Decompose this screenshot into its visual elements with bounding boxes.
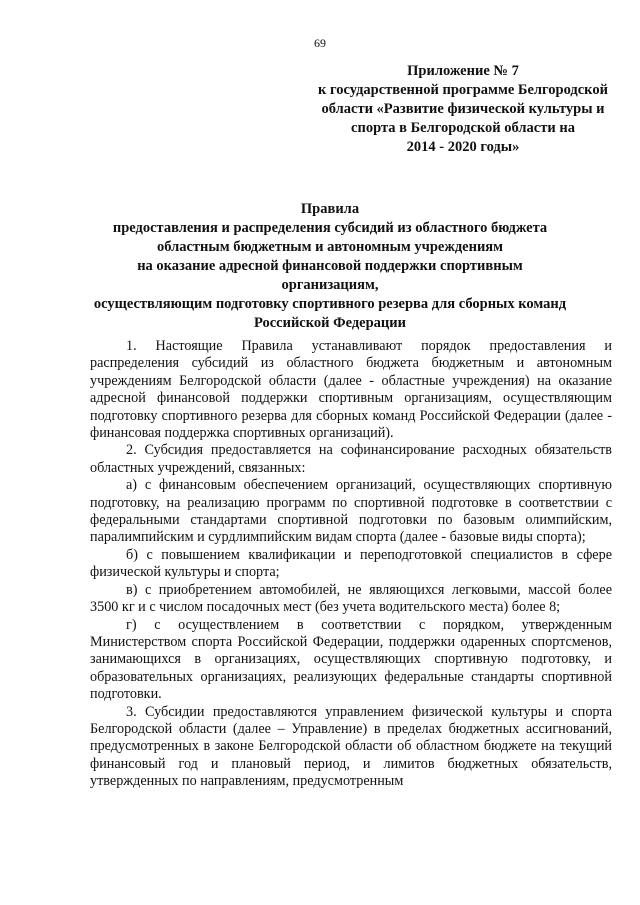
title-line: областным бюджетным и автономным учреждениям: [156, 239, 504, 255]
paragraph-2g: г) с осуществлением в соответствии с порядком, утвержденным Министерством спорта Российской Федерации, поддержки одаренных спортсменов, занимающихся в организациях, осуществляющих спортивную подготовку, и образовательных организациях, реализующих федеральные стандарты спортивной подготовки.: [90, 616, 612, 703]
appendix-header: [313, 62, 613, 157]
paragraph-2: 2. Субсидия предоставляется на софинансирование расходных обязательств областных учреждений, связанных:: [90, 442, 612, 476]
title-line: предоставления и распределения субсидий из областного бюджета: [112, 220, 548, 236]
page-number: 69: [314, 36, 326, 50]
document-body: [90, 338, 612, 791]
title-line: на оказание адресной финансовой поддержки спортивным организациям,: [137, 258, 523, 293]
paragraph-2b: б) с повышением квалификации и переподготовкой специалистов в сфере физической культуры и спорта;: [90, 546, 612, 581]
appendix-line: спорта в Белгородской области на: [351, 120, 575, 136]
paragraph-1: 1. Настоящие Правила устанавливают порядок предоставления и распределения субсидий из областного бюджета бюджетным и автономным учреждениям Белгородской области (далее - областные учреждения) на оказание адресной финансовой поддержки спортивным организациям, осуществляющим подготовку спортивного резерва для сборных команд Российской Федерации (далее - финансовая поддержка спортивных организаций).: [90, 338, 612, 442]
paragraph-3: 3. Субсидии предоставляются управлением физической культуры и спорта Белгородской области (далее – Управление) в пределах бюджетных ассигнований, предусмотренных в законе Белгородской области об областном бюджете на текущий финансовый год и плановый период, и лимитов бюджетных обязательств, утвержденных по направлениям, предусмотренным: [90, 703, 612, 790]
title-line: Российской Федерации: [253, 315, 406, 331]
appendix-line: к государственной программе Белгородской: [318, 82, 608, 98]
paragraph-2v: в) с приобретением автомобилей, не являющихся легковыми, массой более 3500 кг и с числом посадочных мест (без учета водительского места) более 8;: [90, 581, 612, 616]
title-heading: Правила: [300, 201, 360, 217]
document-title: [90, 200, 570, 333]
appendix-title: Приложение № 7: [407, 63, 519, 79]
title-line: осуществляющим подготовку спортивного резерва для сборных команд: [93, 296, 567, 312]
paragraph-2a: а) с финансовым обеспечением организаций, осуществляющих спортивную подготовку, на реализацию программ по спортивной подготовке в соответствии с федеральными стандартами спортивной подготовки по базовым олимпийским, паралимпийским и сурдлимпийским видам спорта (далее - базовые виды спорта);: [90, 477, 612, 546]
appendix-line: области «Развитие физической культуры и: [321, 101, 605, 117]
appendix-line: 2014 - 2020 годы»: [406, 139, 520, 155]
